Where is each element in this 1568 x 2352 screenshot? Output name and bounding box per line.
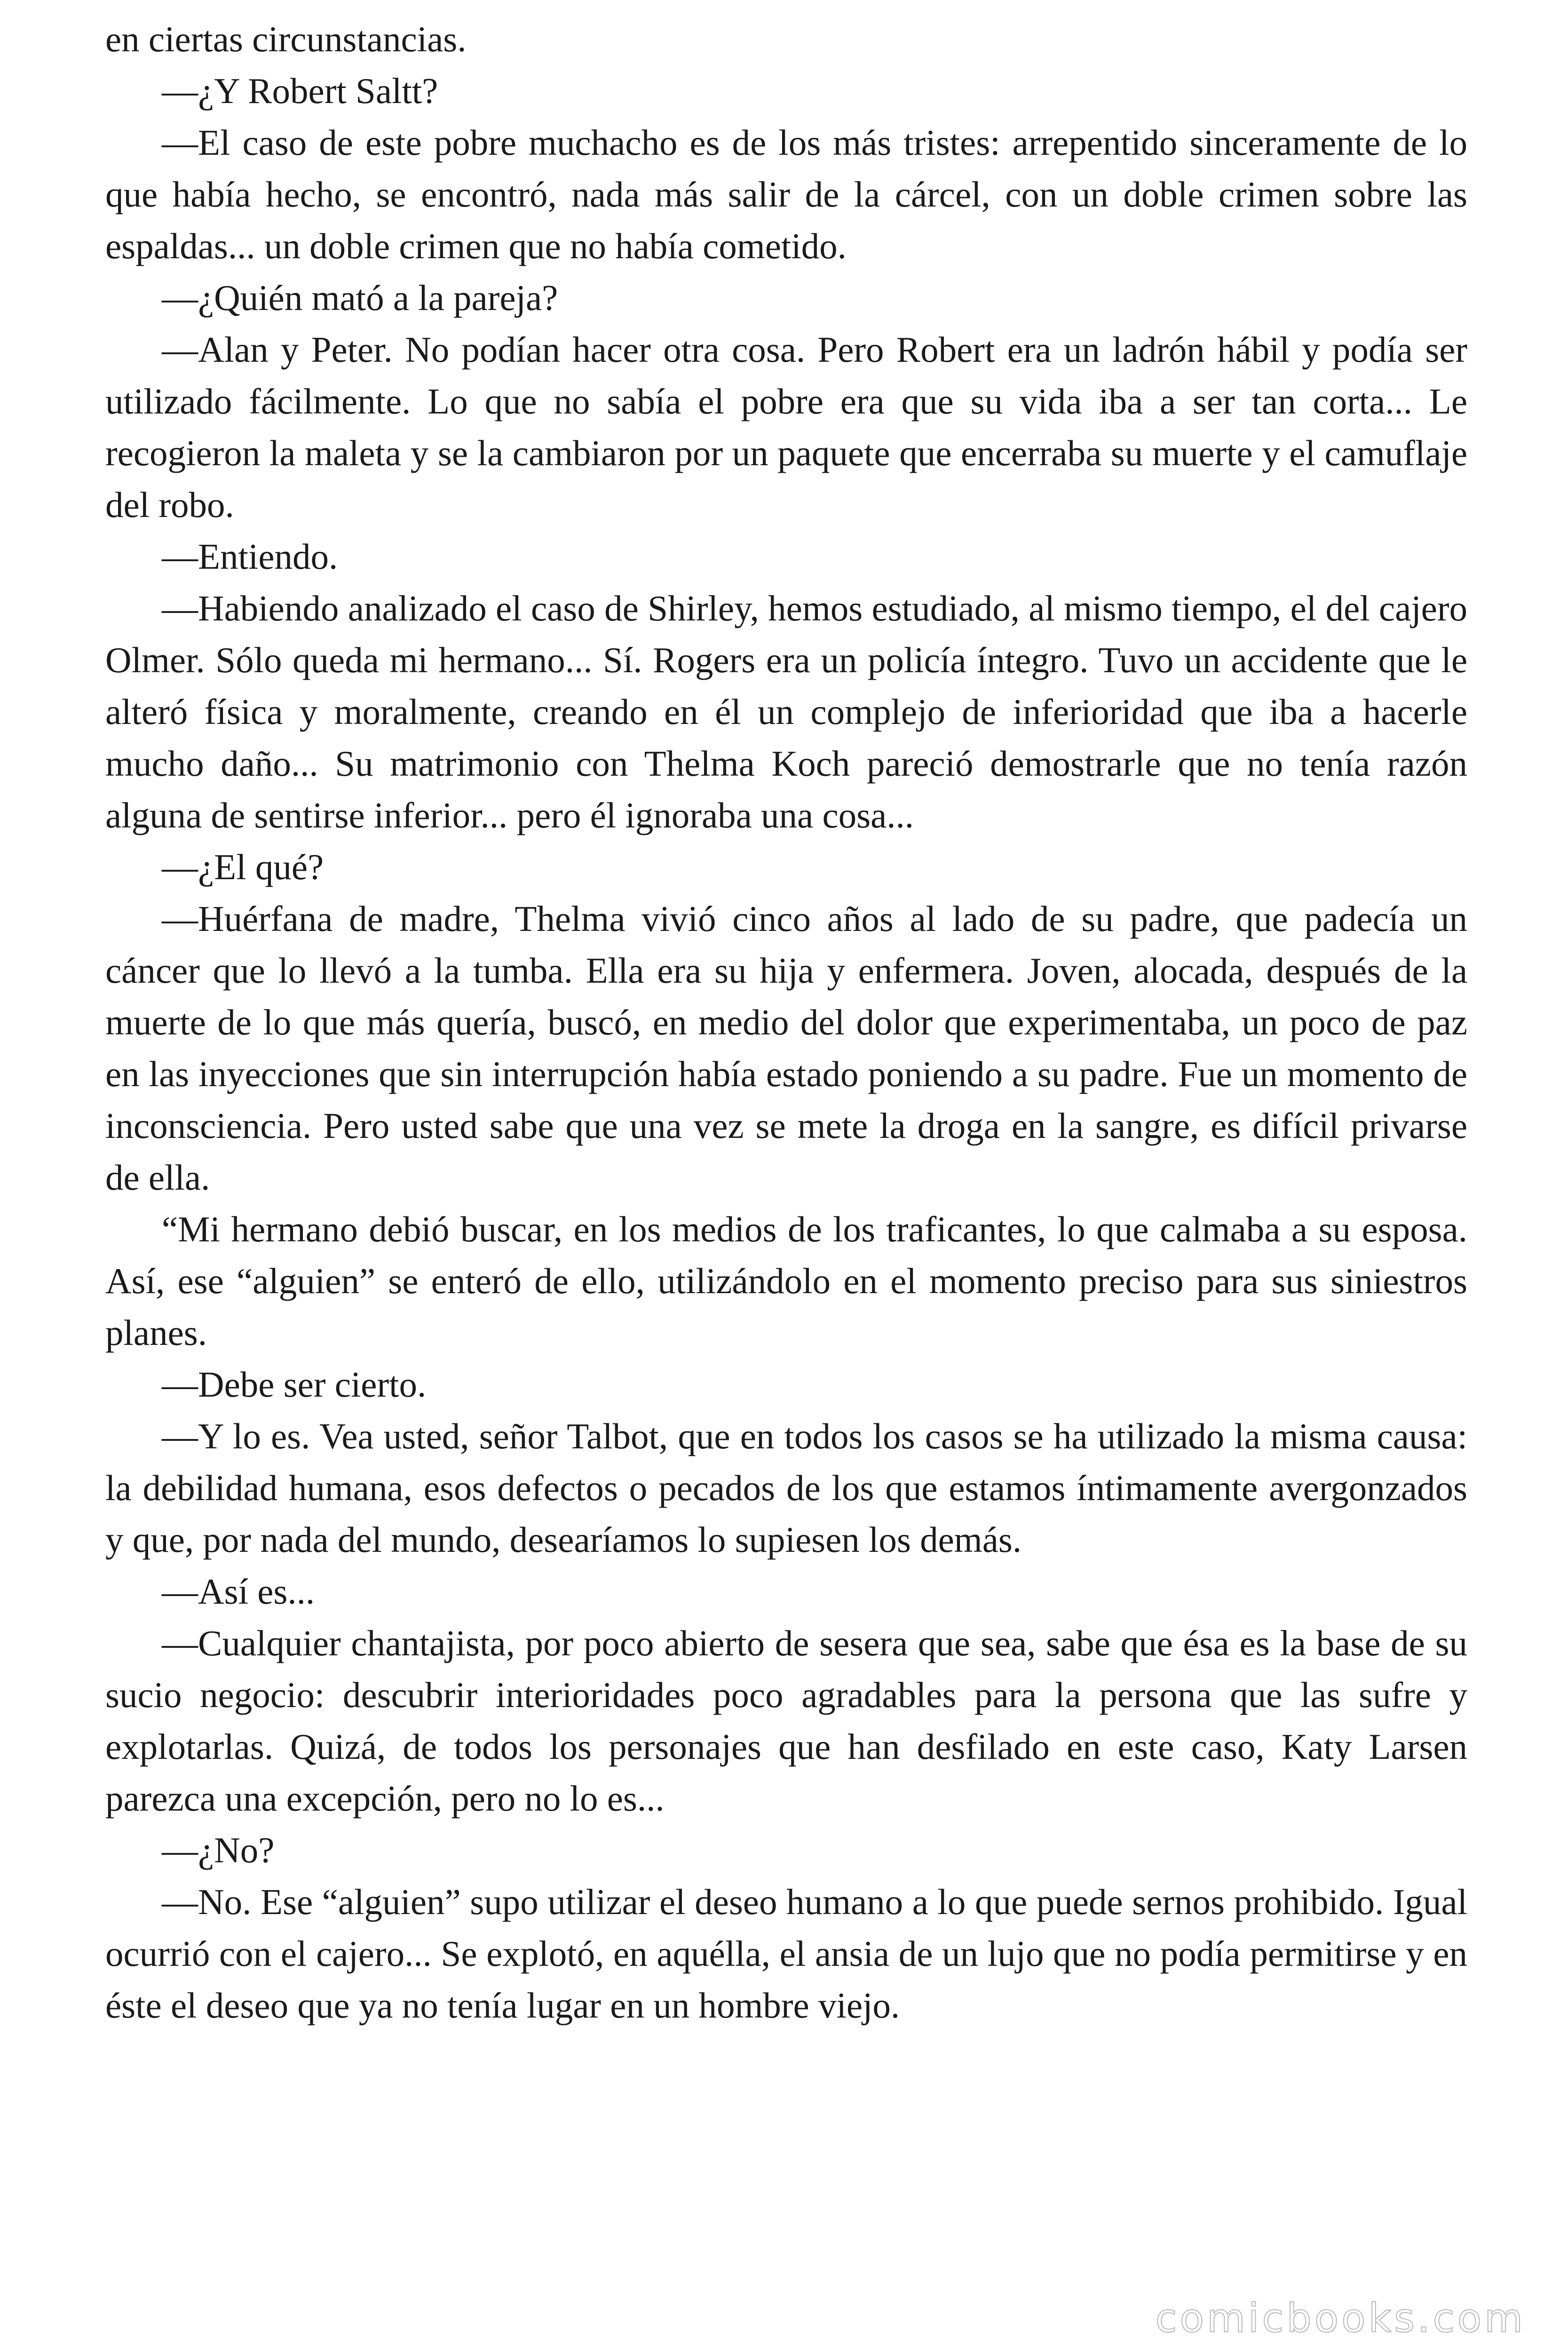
paragraph: —Cualquier chantajista, por poco abierto de sesera que sea, sabe que ésa es la base de su sucio negocio: descubrir interioridades poco agradables para la persona que las sufre y explotarlas. Quizá, de todos los personajes que han desfilado en este caso, Katy Larsen parezca una excepción, pero no lo es... [105,1623,1467,1819]
paragraph: —El caso de este pobre muchacho es de los más tristes: arrepentido sinceramente de lo que había hecho, se encontró, nada más salir de la cárcel, con un doble crimen sobre las espaldas... un doble crimen que no había cometido. [105,122,1467,266]
paragraph: —Así es... [162,1571,315,1612]
paragraph: —Huérfana de madre, Thelma vivió cinco años al lado de su padre, que padecía un cáncer que lo llevó a la tumba. Ella era su hija y enfermera. Joven, alocada, después de la muerte de lo que más quería, buscó, en medio del dolor que experimentaba, un poco de paz en las inyecciones que sin interrupción había estado poniendo a su padre. Fue un momento de inconsciencia. Pero usted sabe que una vez se mete la droga en la sangre, es difícil privarse de ella. [105,898,1467,1198]
paragraph: en ciertas circunstancias. [105,19,467,59]
paragraph: —¿No? [162,1830,275,1870]
paragraph: —Y lo es. Vea usted, señor Talbot, que en todos los casos se ha utilizado la misma causa: la debilidad humana, esos defectos o pecados de los que estamos íntimamente avergonzados y que, por nada del mundo, desearíamos lo supiesen los demás. [105,1416,1467,1560]
paragraph: —¿Y Robert Saltt? [162,71,438,111]
paragraph: —Habiendo analizado el caso de Shirley, hemos estudiado, al mismo tiempo, el del cajero Olmer. Sólo queda mi hermano... Sí. Rogers era un policía íntegro. Tuvo un accidente que le alteró física y moralmente, creando en él un complejo de inferioridad que iba a hacerle mucho daño... Su matrimonio con Thelma Koch pareció demostrarle que no tenía razón alguna de sentirse inferior... pero él ignoraba una cosa... [105,588,1467,835]
paragraph: —Entiendo. [162,536,338,577]
paragraph: —¿El qué? [162,847,324,887]
paragraph: —No. Ese “alguien” supo utilizar el deseo humano a lo que puede sernos prohibido. Igual ocurrió con el cajero... Se explotó, en aquélla, el ansia de un lujo que no podía permitirse y en éste el deseo que ya no tenía lugar en un hombre viejo. [105,1882,1467,2026]
paragraph: —¿Quién mató a la pareja? [162,278,558,318]
watermark-logo: comicbooks.com [1155,2295,1526,2341]
paragraph: —Alan y Peter. No podían hacer otra cosa. Pero Robert era un ladrón hábil y podía ser utilizado fácilmente. Lo que no sabía el pobre era que su vida iba a ser tan corta... Le recogieron la maleta y se la cambiaron por un paquete que encerraba su muerte y el camuflaje del robo. [105,329,1467,525]
page-body [105,13,1467,2031]
paragraph: “Mi hermano debió buscar, en los medios de los traficantes, lo que calmaba a su esposa. Así, ese “alguien” se enteró de ello, utilizándolo en el momento preciso para sus siniestros planes. [105,1209,1467,1353]
paragraph: —Debe ser cierto. [162,1364,427,1405]
